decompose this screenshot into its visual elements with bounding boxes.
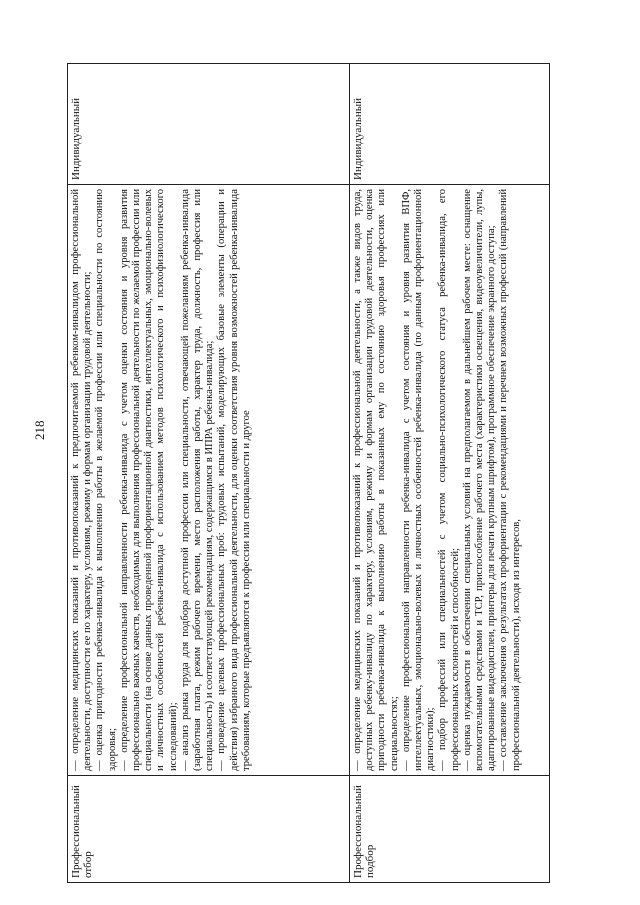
table-row: [68, 64, 350, 883]
page-number: 218: [32, 420, 47, 440]
list-item: — определение медицинских показаний и противопоказаний к профессиональной деятельности, а также видов труда, доступных ребенку-инвалиду по характеру, условиям, режиму и формам организации трудовой деятельности, оценка пригодности ребенка-инвалида к выполнению работы в показанных ему по состоянию здоровья профессиях или специальностях;: [352, 189, 400, 771]
rehabilitation-table: [67, 63, 550, 883]
content-cell: [350, 185, 550, 776]
list-item: — определение медицинских показаний и противопоказаний к предпочитаемой ребенком-инвалидом профессиональной деятельности, доступности ее по характеру, условиям, режиму и формам организации трудовой деятельности;: [70, 189, 94, 771]
list-item: — оценка нуждаемости в обеспечении специальных условий на предполагаемом в дальнейшем рабочем месте: оснащение вспомогательными средствами и ТСР, приспособление рабочего места (характеристики освещения, видеоувеличители, лупы, адаптированные видеодисплеи, принтеры для печати крупным шрифтом), программное обеспечение экранного доступа;: [461, 189, 498, 771]
list-item: — подбор профессий или специальностей с учетом социально-психологического статуса ребенка-инвалида, его профессиональных склонностей и способностей;: [437, 189, 461, 771]
form-cell: Индивидуальный: [68, 64, 350, 185]
content-cell: [68, 185, 350, 776]
list-item: — составление заключения о результатах профориентации с рекомендациями и перечнем возможных профессий (направлений профессиональной деятельности), исходя из интересов,: [498, 189, 522, 771]
list-item: — определение профессиональной направленности ребенка-инвалида с учетом состояния и уровня развития ВПФ, интеллектуальных, эмоционально-волевых и личностных особенностей ребенка-инвалида (по данным профориентационной диагностики);: [400, 189, 437, 771]
rotated-table-wrapper: [67, 63, 522, 883]
stage-cell: Профессиональный отбор: [68, 776, 350, 883]
list-item: — определение профессиональной направленности ребенка-инвалида с учетом оценки состояния и уровня развития профессионально важных качеств, необходимых для выполнения профессиональной деятельности по желаемой профессии или специальности (на основе данных проведенной профориентационной диагностики, интеллектуальных, эмоционально-волевых и личностных особенностей ребенка-инвалида с использованием методов психологического и психофизиологического исследований);: [118, 189, 179, 771]
list-item: — оценка пригодности ребенка-инвалида к выполнению работы в желаемой профессии или специальности по состоянию здоровья;: [94, 189, 118, 771]
list-item: — проведение целевых профессиональных проб: трудовых испытаний, моделирующих базовые элементы (операции и действия) избранного вида профессиональной деятельности, для оценки соответствия уровня возможностей ребенка-инвалида требованиям, которые предъявляются к профессии или специальности и другое: [216, 189, 252, 771]
list-item: — анализ рынка труда для подбора доступной профессии или специальности, отвечающей пожеланиям ребенка-инвалида (заработная плата, режим рабочего времени, место расположения работы, характер труда, должность, профессия или специальность) и соответствующей рекомендациям, содержащимся в ИПРА ребенка-инвалида;: [179, 189, 216, 771]
stage-cell: Профессиональный подбор: [350, 776, 550, 883]
form-cell: Индивидуальный: [350, 64, 550, 185]
table-row: [350, 64, 550, 883]
